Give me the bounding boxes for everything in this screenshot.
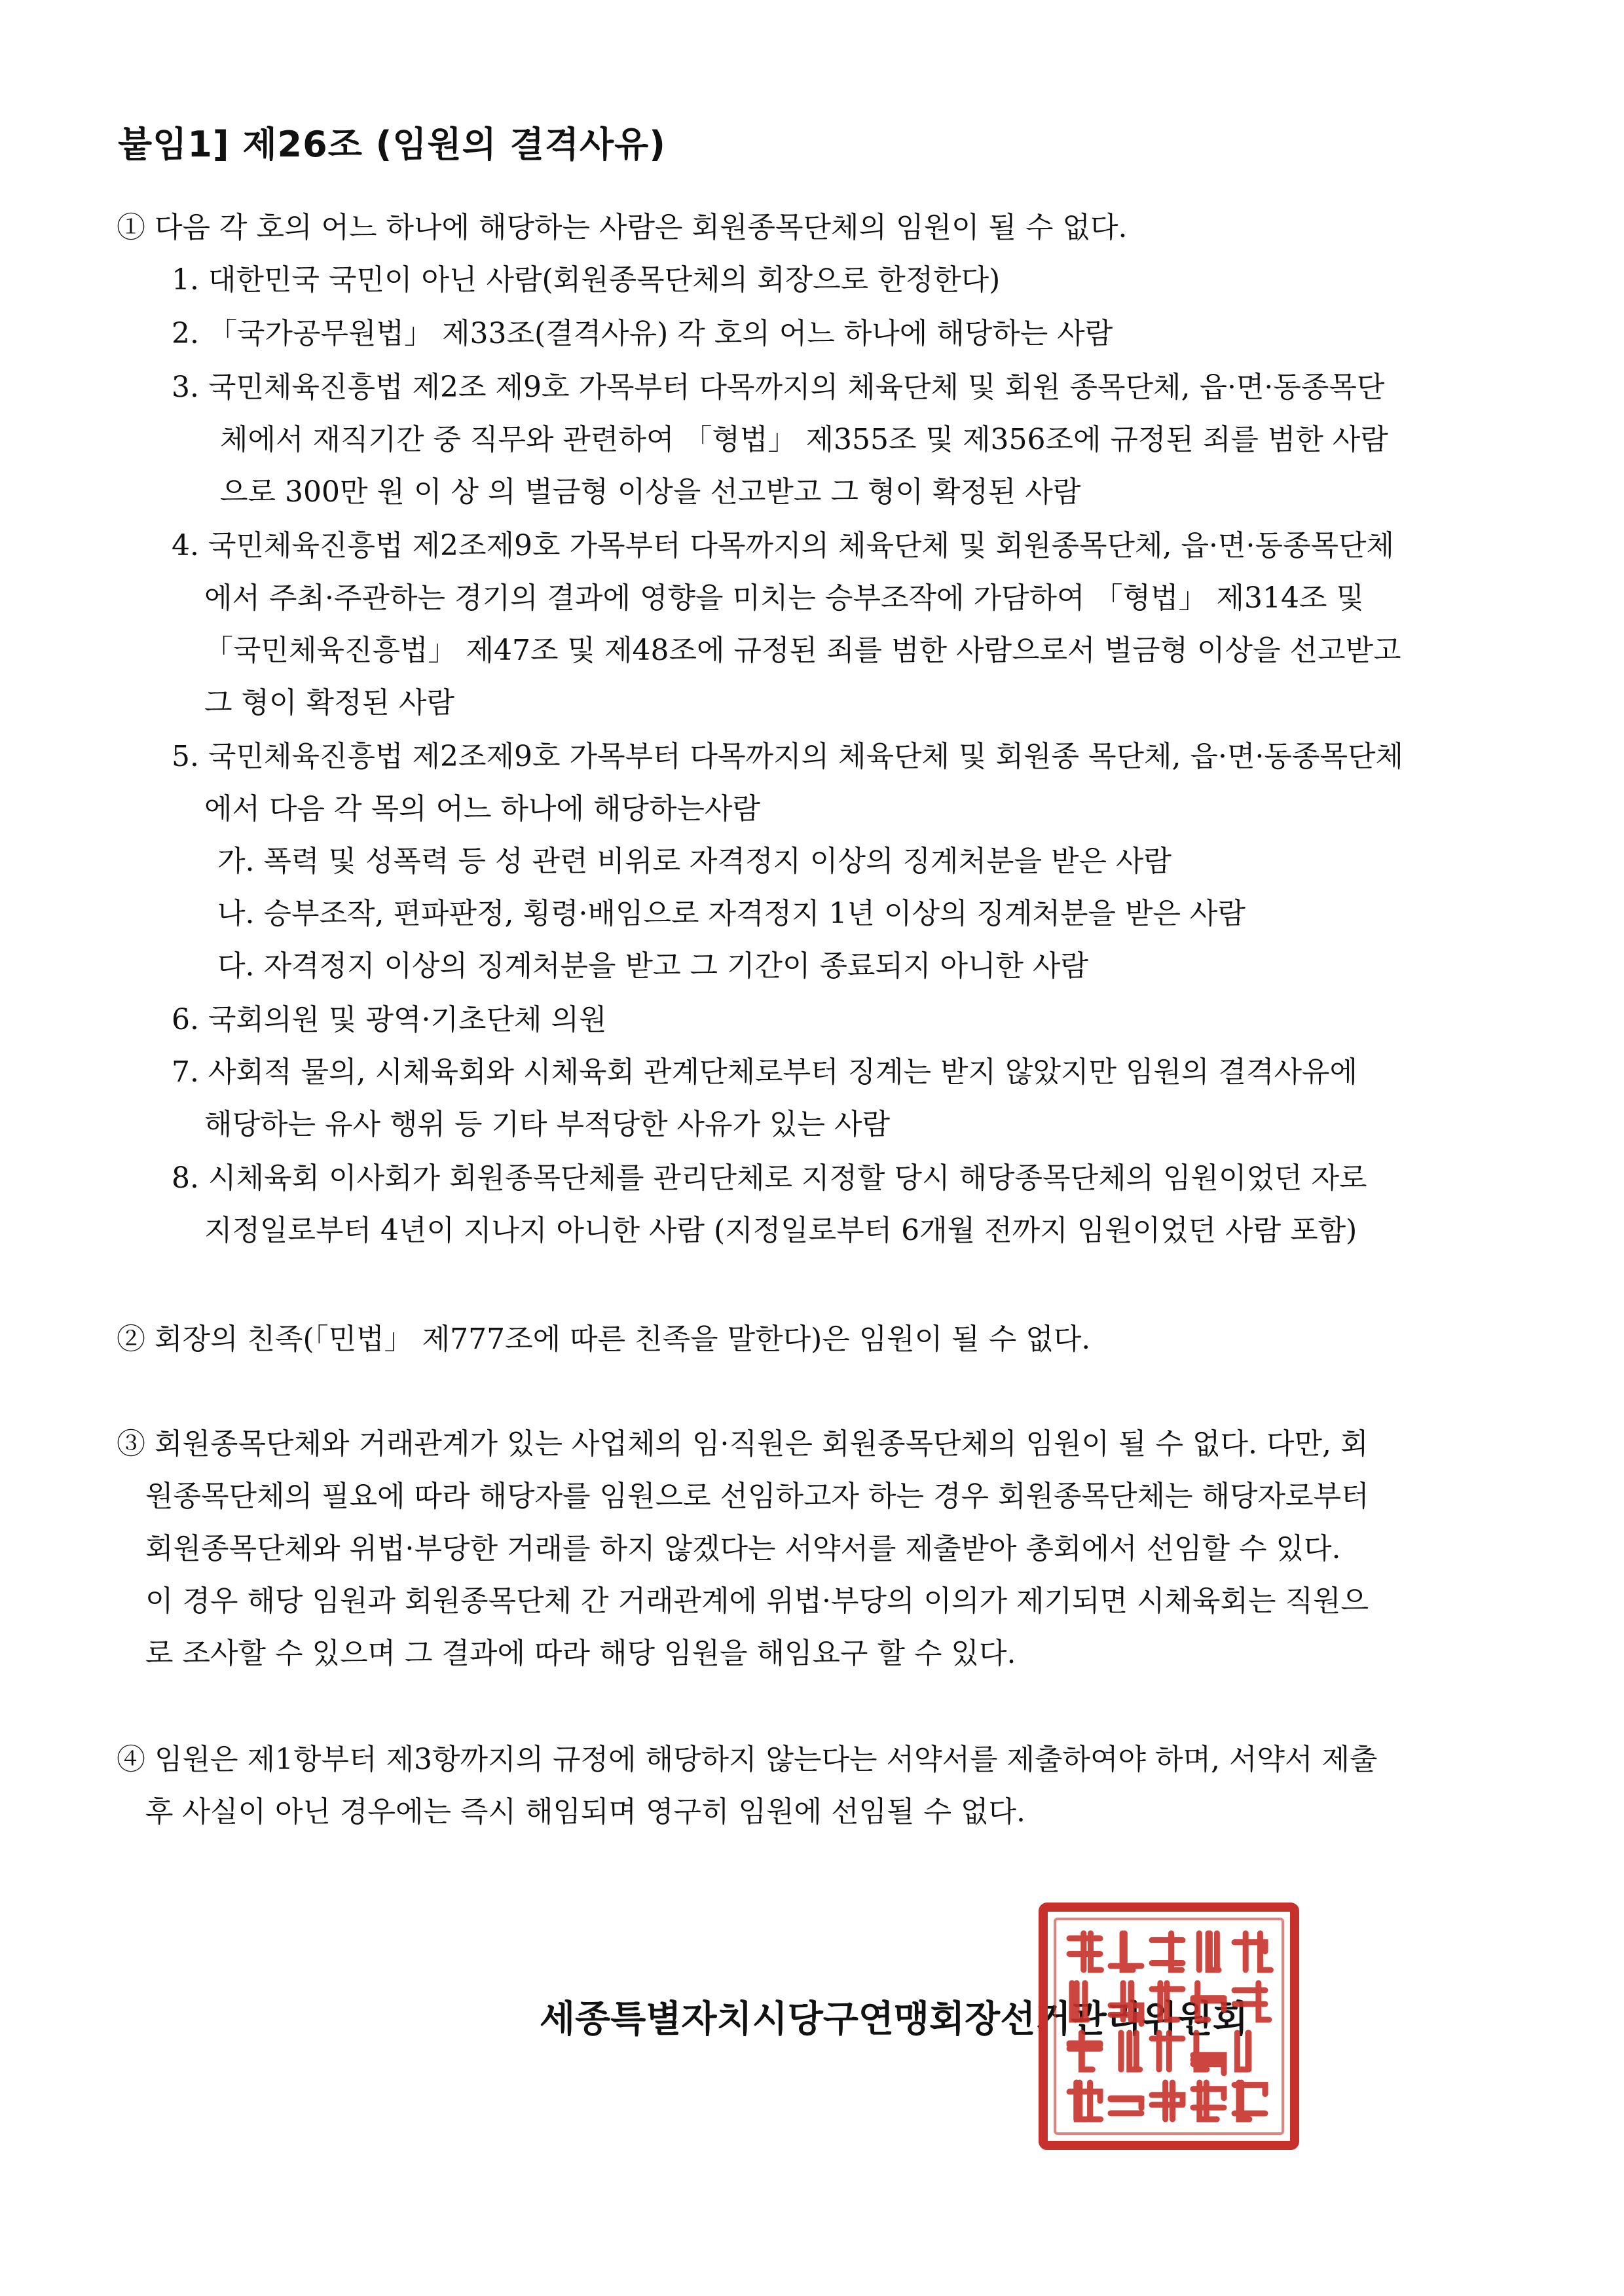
para3-line5: 로 조사할 수 있으며 그 결과에 따라 해당 임원을 해임요구 할 수 있다. <box>145 1637 1016 1670</box>
para4-line2: 후 사실이 아닌 경우에는 즉시 해임되며 영구히 임원에 선임될 수 없다. <box>145 1795 1025 1829</box>
para1-item5-sub-da: 다. 자격정지 이상의 징계처분을 받고 그 기간이 종료되지 아니한 사람 <box>217 949 1088 983</box>
document-title: 붙임1] 제26조 (임원의 결격사유) <box>118 124 666 165</box>
para1-item2: 2. 「국가공무원법」 제33조(결격사유) 각 호의 어느 하나에 해당하는 사람 <box>172 317 1113 350</box>
para3-line1: ③ 회원종목단체와 거래관계가 있는 사업체의 임·직원은 회원종목단체의 임원이 될 수 없다. 다만, 회 <box>117 1427 1369 1461</box>
para1-item5-line2: 에서 다음 각 목의 어느 하나에 해당하는사람 <box>204 792 760 826</box>
para1-item7-line2: 해당하는 유사 행위 등 기타 부적당한 사유가 있는 사람 <box>204 1108 890 1141</box>
para1-item7-line1: 7. 사회적 물의, 시체육회와 시체육회 관계단체로부터 징계는 받지 않았지만 임원의 결격사유에 <box>172 1055 1357 1089</box>
para1-intro: ① 다음 각 호의 어느 하나에 해당하는 사람은 회원종목단체의 임원이 될 수 없다. <box>117 211 1128 244</box>
para1-item8-line1: 8. 시체육회 이사회가 회원종목단체를 관리단체로 지정할 당시 해당종목단체의 임원이었던 자로 <box>172 1161 1367 1195</box>
para1-item3-line3: 으로 300만 원 이 상 의 벌금형 이상을 선고받고 그 형이 확정된 사람 <box>220 475 1081 509</box>
para1-item3-line1: 3. 국민체육진흥법 제2조 제9호 가목부터 다목까지의 체육단체 및 회원 종목단체, 읍·면·동종목단 <box>172 371 1385 404</box>
para1-item1: 1. 대한민국 국민이 아닌 사람(회원종목단체의 회장으로 한정한다) <box>172 263 1001 297</box>
para1-item5-line1: 5. 국민체육진흥법 제2조제9호 가목부터 다목까지의 체육단체 및 회원종 목단체, 읍·면·동종목단체 <box>172 740 1403 773</box>
official-seal-icon <box>1031 1895 1306 2157</box>
para1-item8-line2: 지정일로부터 4년이 지나지 아니한 사람 (지정일로부터 6개월 전까지 임원이었던 사람 포함) <box>204 1214 1357 1247</box>
para1-item6: 6. 국회의원 및 광역·기초단체 의원 <box>172 1003 607 1036</box>
para1-item4-line1: 4. 국민체육진흥법 제2조제9호 가목부터 다목까지의 체육단체 및 회원종목단체, 읍·면·동종목단체 <box>172 529 1394 562</box>
para1-item5-sub-ga: 가. 폭력 및 성폭력 등 성 관련 비위로 자격정지 이상의 징계처분을 받은 사람 <box>217 845 1172 878</box>
para1-item3-line2: 체에서 재직기간 중 직무와 관련하여 「형법」 제355조 및 제356조에 규정된 죄를 범한 사람 <box>220 423 1388 456</box>
committee-signature: 세종특별자치시당구연맹회장선거관리위원회 <box>540 1998 1248 2041</box>
para1-item4-line2: 에서 주최·주관하는 경기의 결과에 영향을 미치는 승부조작에 가담하여 「형법」 제314조 및 <box>204 581 1364 615</box>
para1-item4-line4: 그 형이 확정된 사람 <box>204 686 454 720</box>
para3-line4: 이 경우 해당 임원과 회원종목단체 간 거래관계에 위법·부당의 이의가 제기되면 시체육회는 직원으 <box>145 1584 1369 1618</box>
para2: ② 회장의 친족(「민법」 제777조에 따른 친족을 말한다)은 임원이 될 수 없다. <box>117 1322 1091 1356</box>
para1-item5-sub-na: 나. 승부조작, 편파판정, 횡령·배임으로 자격정지 1년 이상의 징계처분을 받은 사람 <box>217 897 1246 930</box>
para1-item4-line3: 「국민체육진흥법」 제47조 및 제48조에 규정된 죄를 범한 사람으로서 벌금형 이상을 선고받고 <box>204 634 1401 667</box>
para3-line2: 원종목단체의 필요에 따라 해당자를 임원으로 선임하고자 하는 경우 회원종목단체는 해당자로부터 <box>145 1480 1369 1513</box>
para4-line1: ④ 임원은 제1항부터 제3항까지의 규정에 해당하지 않는다는 서약서를 제출하여야 하며, 서약서 제출 <box>117 1743 1378 1776</box>
para3-line3: 회원종목단체와 위법·부당한 거래를 하지 않겠다는 서약서를 제출받아 총회에서 선임할 수 있다. <box>145 1532 1341 1565</box>
